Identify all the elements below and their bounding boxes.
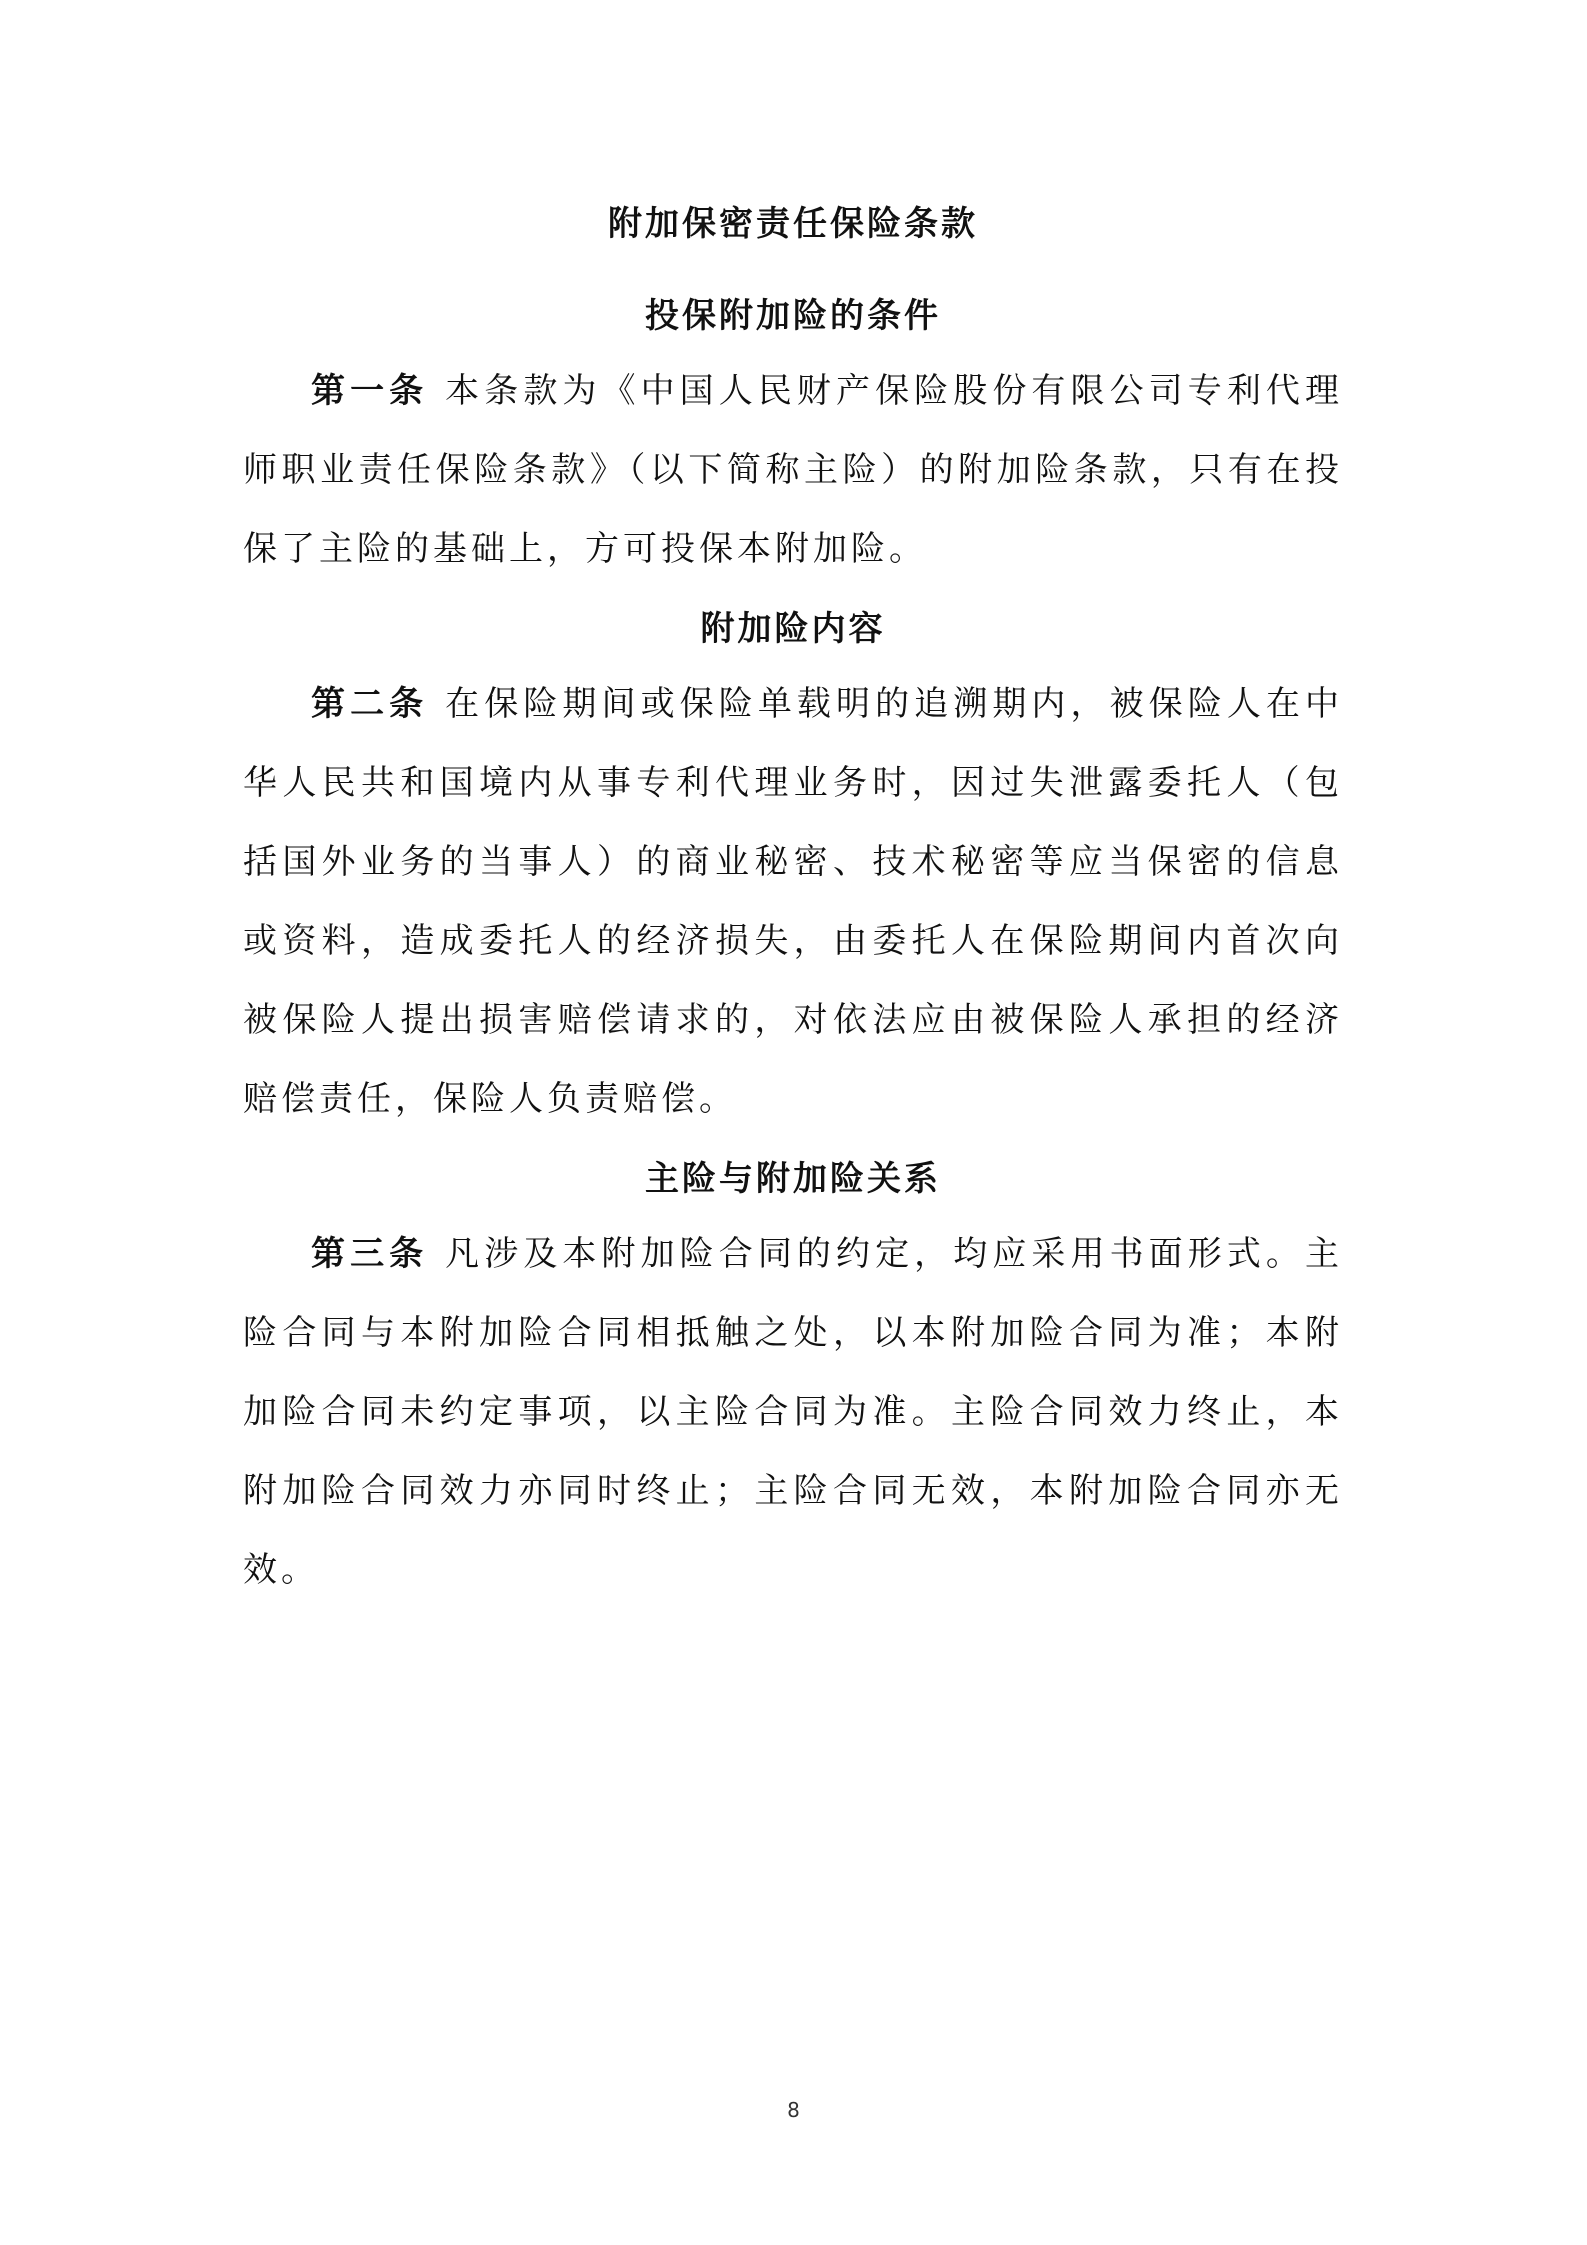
clause-text: 本条款为《中国人民财产保险股份有限公司专利代理师职业责任保险条款》（以下简称主险）的附加险条款，只有在投保了主险的基础上，方可投保本附加险。 xyxy=(243,371,1343,569)
clause-text: 凡涉及本附加险合同的约定，均应采用书面形式。主险合同与本附加险合同相抵触之处，以本附加险合同为准；本附加险合同未约定事项，以主险合同为准。主险合同效力终止，本附加险合同效力亦同时终止；主险合同无效，本附加险合同亦无效。 xyxy=(243,1234,1343,1590)
clause-article-1 xyxy=(243,352,1343,589)
clause-label: 第一条 xyxy=(311,371,429,411)
document-title: 附加保密责任保险条款 xyxy=(608,204,978,244)
section-heading: 主险与附加险关系 xyxy=(645,1159,941,1199)
section-main-rider-relationship xyxy=(243,1155,1343,1610)
section-application-conditions xyxy=(243,292,1343,589)
section-heading: 附加险内容 xyxy=(700,609,886,649)
clause-label: 第二条 xyxy=(311,684,429,724)
clause-text: 在保险期间或保险单载明的追溯期内，被保险人在中华人民共和国境内从事专利代理业务时，因过失泄露委托人（包括国外业务的当事人）的商业秘密、技术秘密等应当保密的信息或资料，造成委托人的经济损失，由委托人在保险期间内首次向被保险人提出损害赔偿请求的，对依法应由被保险人承担的经济赔偿责任，保险人负责赔偿。 xyxy=(243,684,1343,1119)
page-number: 8 xyxy=(787,2098,800,2122)
section-rider-content xyxy=(243,605,1343,1139)
clause-label: 第三条 xyxy=(311,1234,429,1274)
section-heading: 投保附加险的条件 xyxy=(645,296,941,336)
clause-article-2 xyxy=(243,665,1343,1139)
clause-article-3 xyxy=(243,1215,1343,1610)
document-body xyxy=(243,200,1343,1626)
